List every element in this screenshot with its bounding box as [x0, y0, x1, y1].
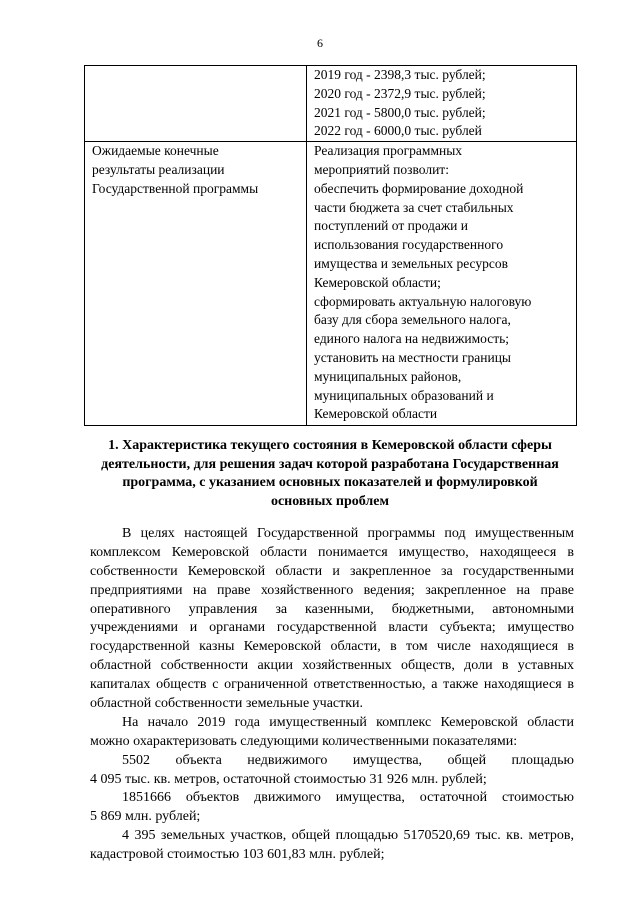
- cell-line: использования государственного: [314, 237, 504, 253]
- cell-line: Ожидаемые конечные: [92, 143, 219, 159]
- text-line: учреждениями и органами государственной власти субъекта; имущество: [90, 620, 574, 636]
- text-line: капиталах обществ с ограниченной ответственностью, а также находящиеся в: [90, 677, 574, 693]
- text-line: государственной казны Кемеровской области, в том числе находящиеся в: [90, 639, 574, 655]
- page-number: 6: [317, 36, 323, 50]
- paragraph-movable-property: [90, 789, 574, 827]
- cell-line: Реализация программных: [314, 143, 463, 159]
- table-cell-funding-by-year: [307, 66, 577, 142]
- cell-line: обеспечить формирование доходной: [314, 180, 524, 196]
- program-passport-table: [84, 65, 577, 426]
- cell-line: 2019 год - 2398,3 тыс. рублей;: [314, 67, 486, 82]
- text-line: комплексом Кемеровской области понимается имущество, находящееся в: [90, 544, 574, 560]
- table-row: [85, 142, 577, 426]
- cell-line: 2021 год - 5800,0 тыс. рублей;: [314, 104, 486, 120]
- text-line: 5 869 млн. рублей;: [90, 809, 201, 825]
- cell-line: 2022 год - 6000,0 тыс. рублей: [314, 123, 482, 139]
- cell-line: Государственной программы: [92, 180, 259, 196]
- cell-line: сформировать актуальную налоговую: [314, 293, 532, 309]
- cell-line: установить на местности границы: [314, 349, 511, 365]
- table-row: [85, 66, 577, 142]
- paragraph-land-plots: [90, 827, 574, 865]
- text-line: областной собственности земельные участки.: [90, 696, 364, 712]
- cell-line: муниципальных образований и: [314, 387, 494, 403]
- text-line: оперативного управления за казенными, бюджетными, автономными: [90, 601, 574, 617]
- heading-line: 1. Характеристика текущего состояния в Кемеровской области сферы: [108, 438, 552, 453]
- cell-line: результаты реализации: [92, 161, 225, 177]
- table-cell-left: [85, 66, 307, 142]
- text-line: На начало 2019 года имущественный комплекс Кемеровской области: [122, 714, 574, 730]
- cell-line: Кемеровской области;: [314, 274, 441, 290]
- cell-line: поступлений от продажи и: [314, 218, 468, 234]
- cell-line: имущества и земельных ресурсов: [314, 255, 508, 271]
- text-line: кадастровой стоимостью 103 601,83 млн. рублей;: [90, 847, 385, 863]
- cell-line: базу для сбора земельного налога,: [314, 312, 511, 328]
- paragraph-definition: [90, 525, 574, 714]
- heading-line: деятельности, для решения задач которой разработана Государственная: [101, 456, 559, 472]
- table-cell-expected-results-label: [85, 142, 307, 426]
- text-line: предприятиями на праве хозяйственного ведения; закрепленное на праве: [90, 582, 574, 598]
- cell-line: 2020 год - 2372,9 тыс. рублей;: [314, 85, 486, 101]
- cell-line: мероприятий позволит:: [314, 161, 449, 177]
- heading-line: программа, с указанием основных показателей и формулировкой: [122, 475, 538, 490]
- paragraph-indicators-intro: [90, 714, 574, 752]
- text-line: 4 095 тыс. кв. метров, остаточной стоимостью 31 926 млн. рублей;: [90, 771, 487, 787]
- text-line: собственности Кемеровской области и закрепленное за государственными: [90, 563, 574, 579]
- cell-line: части бюджета за счет стабильных: [314, 199, 514, 215]
- table-cell-expected-results-text: [307, 142, 577, 426]
- heading-line: основных проблем: [270, 493, 390, 509]
- section-heading: [84, 437, 576, 511]
- paragraph-real-estate: [90, 752, 574, 790]
- text-line: областной собственности акции хозяйственных обществ, доли в уставных: [90, 658, 574, 674]
- text-line: 4 395 земельных участков, общей площадью 5170520,69 тыс. кв. метров,: [122, 828, 574, 844]
- text-line: В целях настоящей Государственной программы под имущественным: [122, 526, 574, 541]
- cell-line: единого налога на недвижимость;: [314, 331, 510, 347]
- text-line: можно охарактеризовать следующими количественными показателями:: [90, 733, 518, 749]
- text-line: 1851666 объектов движимого имущества, остаточной стоимостью: [122, 790, 574, 806]
- section-body: [90, 525, 574, 865]
- text-line: 5502 объекта недвижимого имущества, общей площадью: [122, 752, 574, 768]
- cell-line: Кемеровской области: [314, 406, 438, 422]
- cell-line: муниципальных районов,: [314, 368, 462, 384]
